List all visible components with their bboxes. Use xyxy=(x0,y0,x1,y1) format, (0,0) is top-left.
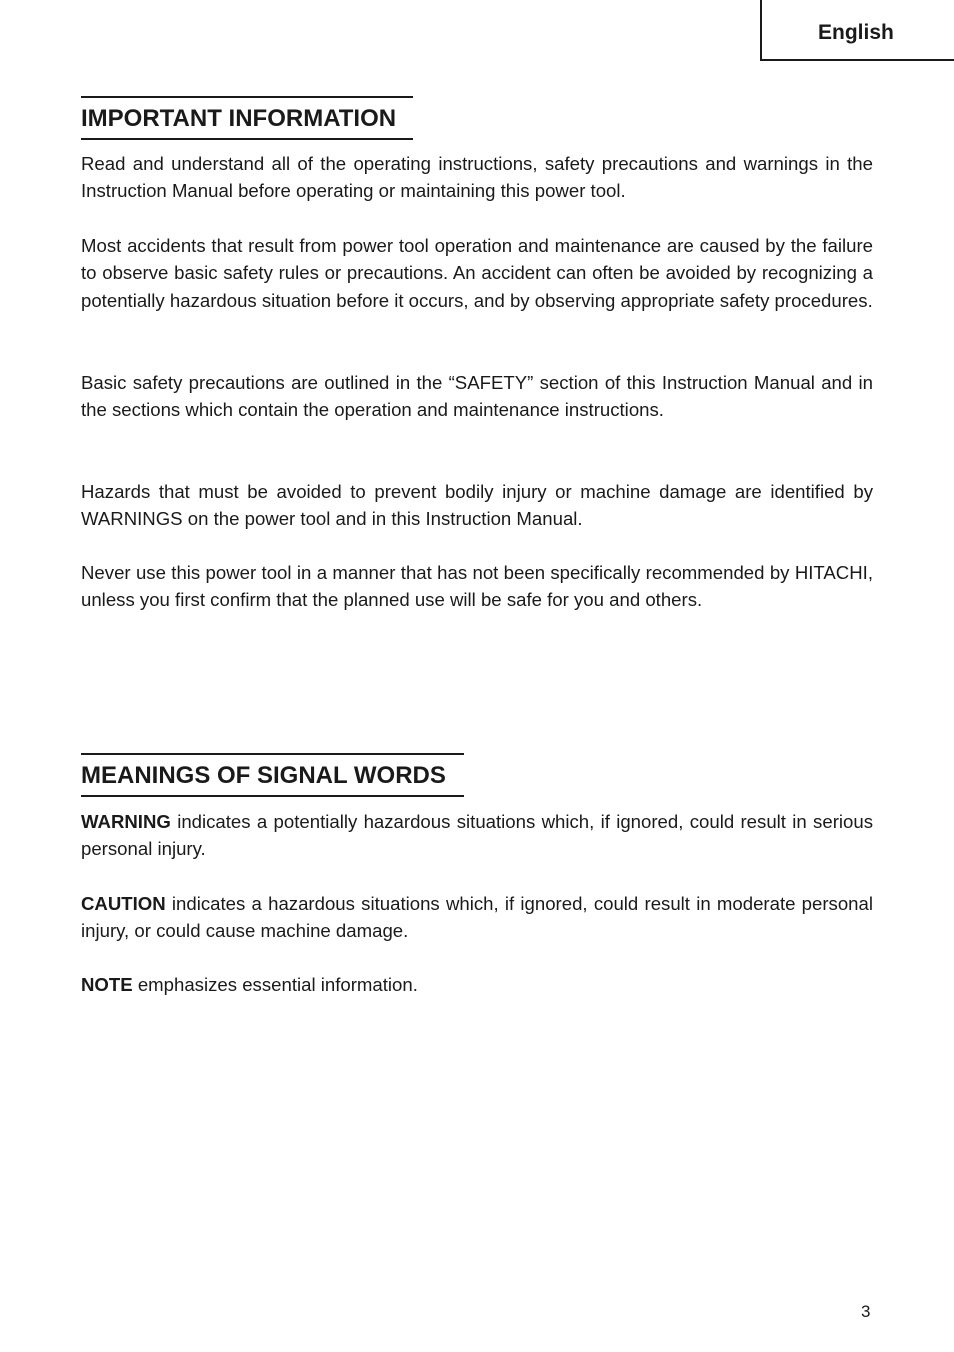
signal-term-warning: WARNING xyxy=(81,811,171,832)
important-information-heading: IMPORTANT INFORMATION xyxy=(81,96,413,140)
language-label: English xyxy=(818,21,894,44)
signal-term-caution: CAUTION xyxy=(81,893,166,914)
page-number: 3 xyxy=(861,1302,871,1321)
paragraph-read-instructions: Read and understand all of the operating instructions, safety precautions and warnings in the Instruction Manual before operating or maintaining this power tool. xyxy=(81,153,873,202)
signal-description-caution: indicates a hazardous situations which, if ignored, could result in moderate personal injury, or could cause machine damage. xyxy=(81,893,873,942)
paragraph-never-use: Never use this power tool in a manner that has not been specifically recommended by HITACHI, unless you first confirm that the planned use will be safe for you and others. xyxy=(81,562,873,611)
language-tab xyxy=(760,0,954,61)
signal-word-warning xyxy=(81,808,873,863)
paragraph-basic-precautions: Basic safety precautions are outlined in the “SAFETY” section of this Instruction Manual and in the sections which contain the operation and maintenance instructions. xyxy=(81,372,873,421)
signal-description-note: emphasizes essential information. xyxy=(132,974,418,995)
paragraph-accidents: Most accidents that result from power tool operation and maintenance are caused by the failure to observe basic safety rules or precautions. An accident can often be avoided by recognizing a potentially hazardous situation before it occurs, and by observing appropriate safety procedures. xyxy=(81,235,873,311)
signal-term-note: NOTE xyxy=(81,974,133,995)
signal-word-note xyxy=(81,971,873,998)
signal-description-warning: indicates a potentially hazardous situations which, if ignored, could result in serious personal injury. xyxy=(81,811,873,860)
paragraph-hazards: Hazards that must be avoided to prevent bodily injury or machine damage are identified by WARNINGS on the power tool and in this Instruction Manual. xyxy=(81,481,873,530)
signal-word-caution xyxy=(81,890,873,945)
signal-words-heading: MEANINGS OF SIGNAL WORDS xyxy=(81,753,464,797)
